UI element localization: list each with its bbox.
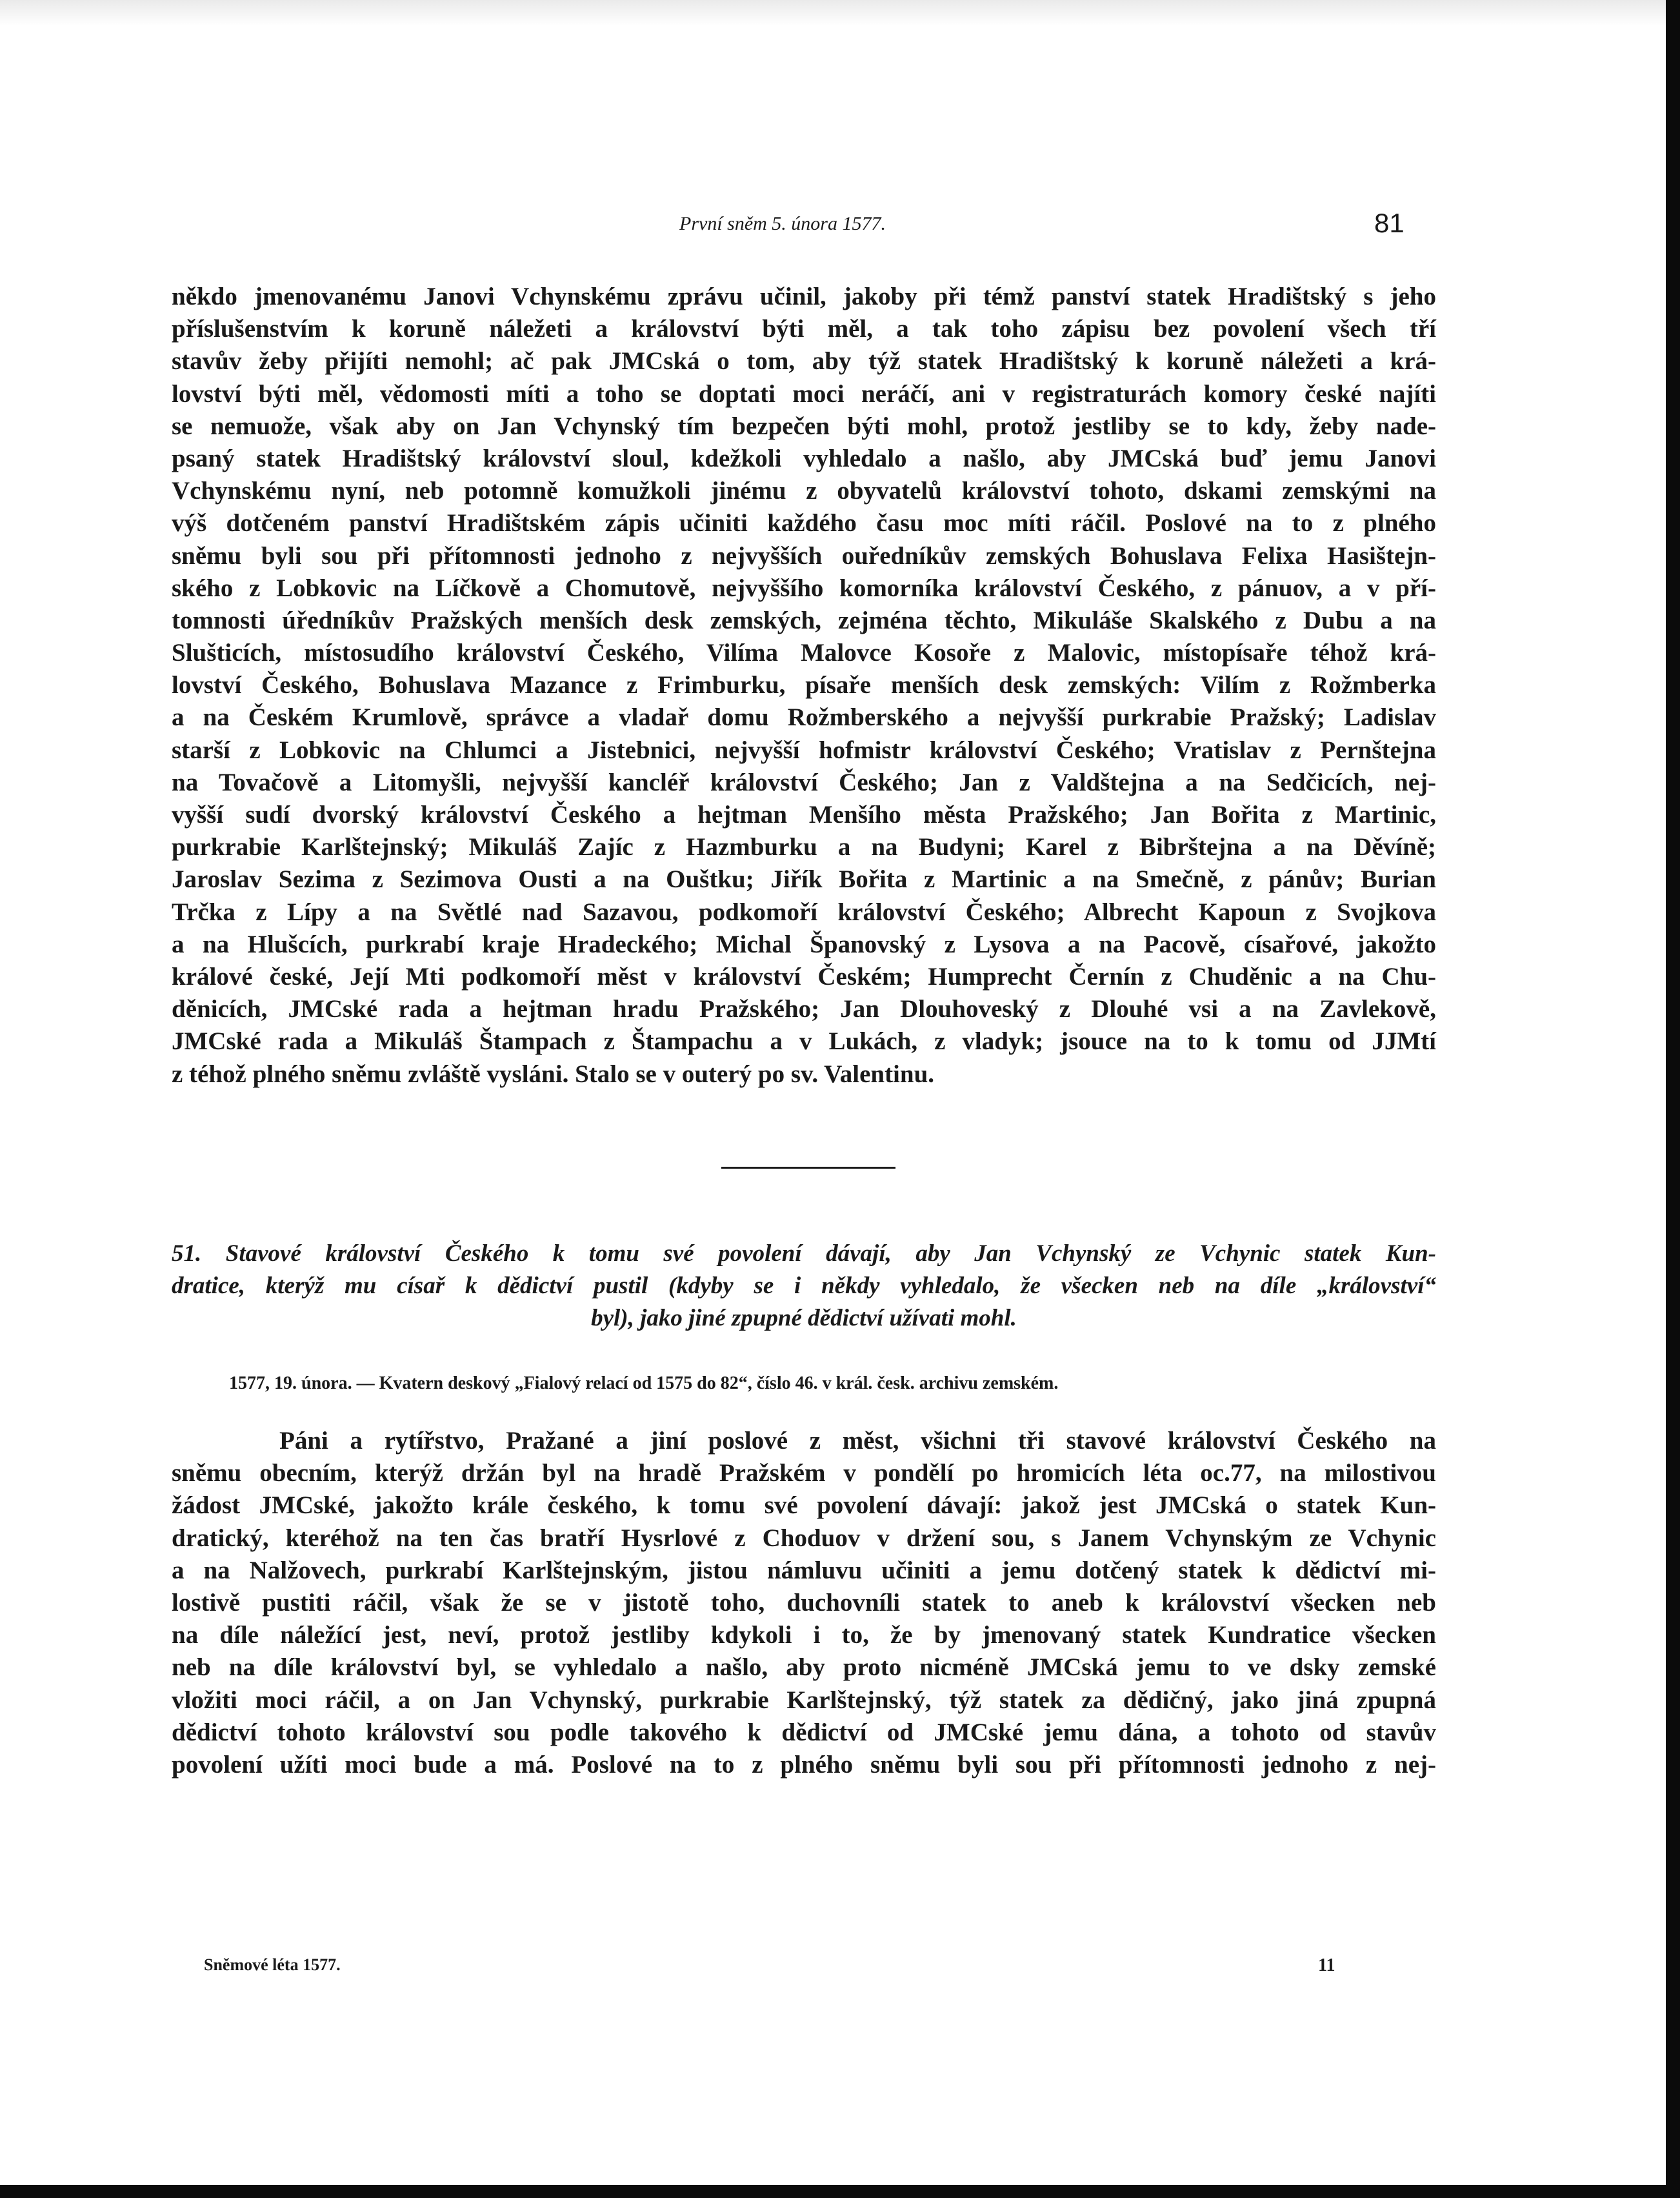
text-line: Slušticích, místosudího království Českého, Vilíma Malovce Kosoře z Malovic, místopísaře téhož krá- bbox=[172, 639, 1436, 667]
text-line: děnicích, JMCské rada a hejtman hradu Pražského; Jan Dlouhoveský z Dlouhé vsi a na Zavlekově, bbox=[172, 995, 1436, 1023]
paragraph-continued bbox=[172, 281, 1436, 1091]
text-line: Vchynskému nyní, neb potomně komužkoli jinému z obyvatelů království tohoto, dskami zemskými na bbox=[172, 477, 1436, 505]
text-line: dědictví tohoto království sou podle takového k dědictví od JMCské jemu dána, a tohoto od stavův bbox=[172, 1718, 1436, 1746]
scan-border-right bbox=[1666, 0, 1680, 2198]
section-heading-line: dratice, kterýž mu císař k dědictví pustil (kdyby se i někdy vyhledalo, že všecken neb na díle „království“ bbox=[172, 1273, 1436, 1299]
section-body bbox=[172, 1425, 1436, 1781]
page-number: 81 bbox=[1374, 208, 1405, 238]
source-citation: 1577, 19. února. — Kvatern deskový „Fialový relací od 1575 do 82“, číslo 46. v král. česk. archivu zemském. bbox=[229, 1373, 1059, 1393]
section-heading bbox=[172, 1238, 1436, 1335]
scan-border-bottom bbox=[0, 2185, 1680, 2198]
text-line: stavův žeby přijíti nemohl; ač pak JMCská o tom, aby týž statek Hradištský k koruně náležeti a krá- bbox=[172, 347, 1436, 376]
text-line: purkrabie Karlštejnský; Mikuláš Zajíc z Hazmburku a na Budyni; Karel z Bibrštejna a na Děvíně; bbox=[172, 833, 1436, 862]
text-line: psaný statek Hradištský království sloul, kdežkoli vyhledalo a našlo, aby JMCská buď jemu Janovi bbox=[172, 444, 1436, 472]
text-line: příslušenstvím k koruně náležeti a království býti měl, a tak toho zápisu bez povolení všech tří bbox=[172, 315, 1436, 343]
text-line: lostivě pustiti ráčil, však že se v jistotě toho, duchovníli statek to aneb k království všecken neb bbox=[172, 1588, 1436, 1617]
text-line: vyšší sudí dvorský království Českého a hejtman Menšího města Pražského; Jan Bořita z Martinic, bbox=[172, 801, 1436, 829]
text-line: a na Hlušcích, purkrabí kraje Hradeckého; Michal Španovský z Lysova a na Pacově, císařové, jakožto bbox=[172, 930, 1436, 958]
running-head bbox=[0, 208, 1680, 252]
text-line: sněmu byli sou při přítomnosti jednoho z nejvyšších ouředníkův zemských Bohuslava Felixa Hasištejn- bbox=[172, 541, 1436, 570]
text-line: Trčka z Lípy a na Světlé nad Sazavou, podkomoří království Českého; Albrecht Kapoun z Svojkova bbox=[172, 898, 1436, 926]
text-line: vložiti moci ráčil, a on Jan Vchynský, purkrabie Karlštejnský, týž statek za dědičný, jako jiná zpupná bbox=[172, 1686, 1436, 1714]
text-line: Páni a rytířstvo, Pražané a jiní poslové z měst, všichni tři stavové království Českého na bbox=[279, 1427, 1436, 1455]
text-line: lovství býti měl, vědomosti míti a toho se doptati moci neráčí, ani v registraturách komory české najíti bbox=[172, 379, 1436, 408]
running-title: První sněm 5. února 1577. bbox=[679, 213, 886, 234]
scan-shade bbox=[0, 0, 1666, 26]
footer-signature: Sněmové léta 1577. bbox=[204, 1955, 341, 1974]
text-line: tomnosti úředníkův Pražských menších desk zemských, zejména těchto, Mikuláše Skalského z Dubu a na bbox=[172, 606, 1436, 634]
text-line: JMCské rada a Mikuláš Štampach z Štampachu a v Lukách, z vladyk; jsouce na to k tomu od JJMtí bbox=[172, 1027, 1436, 1056]
text-line: králové české, Její Mti podkomoří měst v království Českém; Humprecht Černín z Chuděnic a na Chu- bbox=[172, 962, 1436, 991]
section-separator bbox=[721, 1167, 895, 1169]
text-line: Jaroslav Sezima z Sezimova Ousti a na Ouštku; Jiřík Bořita z Martinic a na Smečně, z pánův; Burian bbox=[172, 865, 1436, 894]
text-line: dratický, kteréhož na ten čas bratří Hysrlové z Choduov v držení sou, s Janem Vchynským ze Vchynic bbox=[172, 1524, 1436, 1552]
text-line: neb na díle království byl, se vyhledalo a našlo, aby proto nicméně JMCská jemu to ve dsky zemské bbox=[172, 1653, 1436, 1682]
text-line: povolení užíti moci bude a má. Poslové na to z plného sněmu byli sou při přítomnosti jednoho z nej- bbox=[172, 1750, 1436, 1779]
text-line: a na Českém Krumlově, správce a vladař domu Rožmberského a nejvyšší purkrabie Pražský; Ladislav bbox=[172, 703, 1436, 732]
text-line: sněmu obecním, kterýž držán byl na hradě Pražském v pondělí po hromicích léta oc.77, na milostivou bbox=[172, 1459, 1436, 1487]
text-line: na Tovačově a Litomyšli, nejvyšší kancléř království Českého; Jan z Valdštejna a na Sedčicích, nej- bbox=[172, 768, 1436, 796]
text-line: a na Nalžovech, purkrabí Karlštejnským, jistou námluvu učiniti a jemu dotčený statek k dědictví mi- bbox=[172, 1556, 1436, 1584]
text-line: někdo jmenovanému Janovi Vchynskému zprávu učinil, jakoby při témž panství statek Hradištský s jeho bbox=[172, 283, 1436, 310]
text-line: se nemuože, však aby on Jan Vchynský tím bezpečen býti mohl, protož jestliby se to kdy, žeby nade- bbox=[172, 412, 1436, 440]
text-line: ského z Lobkovic na Líčkově a Chomutově, nejvyššího komorníka království Českého, z pánuov, a v pří- bbox=[172, 574, 1436, 602]
section-heading-line: byl), jako jiné zpupné dědictví užívati mohl. bbox=[591, 1305, 1017, 1331]
text-line: na díle náležící jest, neví, protož jestliby kdykoli i to, že by jmenovaný statek Kundratice všecken bbox=[172, 1621, 1436, 1649]
section-heading-line: 51. Stavové království Českého k tomu své povolení dávají, aby Jan Vchynský ze Vchynic statek Kun- bbox=[172, 1240, 1436, 1267]
text-line: lovství Českého, Bohuslava Mazance z Frimburku, písaře menších desk zemských: Vilím z Rožmberka bbox=[172, 671, 1436, 700]
text-line: výš dotčeném panství Hradištském zápis učiniti každého času moc míti ráčil. Poslové na to z plného bbox=[172, 509, 1436, 538]
text-line: z téhož plného sněmu zvláště vysláni. Stalo se v outerý po sv. Valentinu. bbox=[172, 1060, 935, 1088]
footer-sheet-mark: 11 bbox=[1318, 1955, 1335, 1975]
text-line: starší z Lobkovic na Chlumci a Jistebnici, nejvyšší hofmistr království Českého; Vratislav z Pernštejna bbox=[172, 736, 1436, 764]
text-line: žádost JMCské, jakožto krále českého, k tomu své povolení dávají: jakož jest JMCská o statek Kun- bbox=[172, 1491, 1436, 1520]
